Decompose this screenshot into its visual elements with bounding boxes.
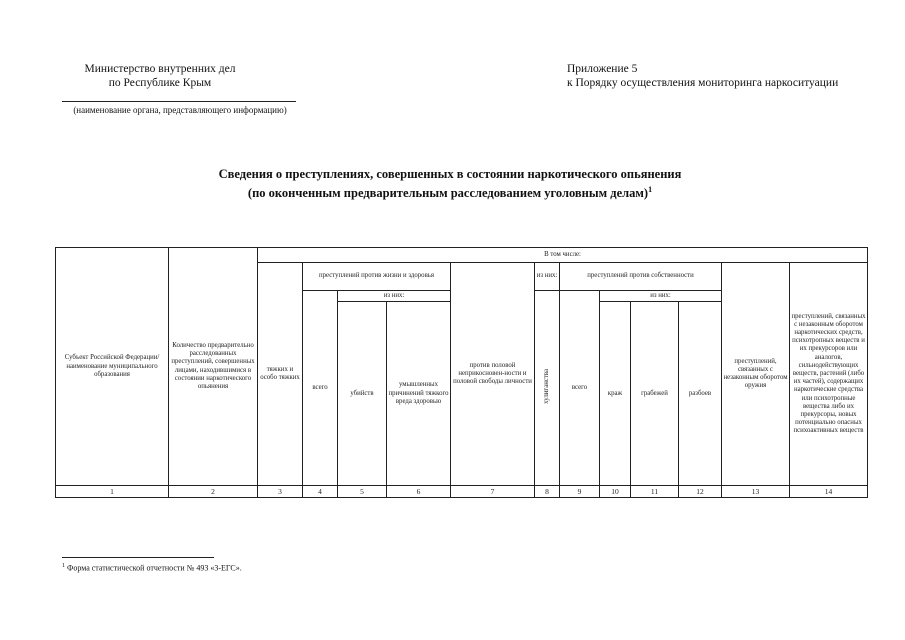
col-hooliganism: хулиганства — [535, 291, 560, 486]
org-caption: (наименование органа, представляющего информацию) — [73, 105, 287, 115]
col-intentional: умышленных причинений тяжкого вреда здоровью — [387, 302, 451, 486]
column-number: 4 — [303, 486, 338, 498]
col-assaults: разбоев — [679, 302, 722, 486]
title-line-1: Сведения о преступлениях, совершенных в состоянии наркотического опьянения — [218, 167, 682, 181]
col-murders: убийств — [338, 302, 387, 486]
column-number: 11 — [631, 486, 679, 498]
statistics-table — [55, 247, 868, 498]
column-number: 13 — [722, 486, 790, 498]
col-weapons: преступлений, связанных с незаконным оборотом оружия — [722, 263, 790, 486]
column-number: 7 — [451, 486, 535, 498]
of-them-life: из них: — [338, 291, 451, 302]
column-number: 1 — [56, 486, 169, 498]
ministry-name: Министерство внутренних дел — [84, 63, 236, 75]
appendix-number: Приложение 5 — [567, 63, 638, 75]
column-number: 12 — [679, 486, 722, 498]
column-number: 14 — [790, 486, 868, 498]
column-number: 2 — [169, 486, 258, 498]
column-number: 8 — [535, 486, 560, 498]
document-title — [100, 166, 800, 201]
property-header: преступлений против собственности — [560, 263, 722, 291]
col-subject: Субъект Российской Федерации/ наименование муниципального образования — [56, 248, 169, 486]
footnote-text: Форма статистической отчетности № 493 «3-ЕГС». — [67, 563, 242, 573]
footnote-mark: 1 — [62, 563, 65, 569]
ministry-region: по Республике Крым — [108, 77, 212, 89]
title-line-2: (по оконченным предварительным расследованием уголовным делам)$^1$ — [247, 185, 653, 201]
column-number: 3 — [258, 486, 303, 498]
col-drugs: преступлений, связанных с незаконным оборотом наркотических средств, психотропных веществ и их прекурсоров или аналогов, сильнодействующих веществ, растений (либо их частей), содержащих наркотические средства или психотропные вещества либо их прекурсоры, новых потенциально опасных психоактивных веществ — [790, 263, 868, 486]
of-them-short: из них: — [535, 263, 560, 291]
col-total-property: всего — [560, 291, 600, 486]
life-health-header: преступлений против жизни и здоровья — [303, 263, 451, 291]
col-robberies: грабежей — [631, 302, 679, 486]
appendix-header — [567, 62, 887, 90]
in-that-header: В том числе: — [258, 248, 868, 263]
col-grave: тяжких и особо тяжких — [258, 263, 303, 486]
title-footnote-mark: 1 — [648, 185, 653, 194]
of-them-property: из них: — [600, 291, 722, 302]
col-total-life: всего — [303, 291, 338, 486]
col-sexual: против половой неприкосновен-ности и половой свободы личности — [451, 263, 535, 486]
ministry-header — [40, 62, 280, 90]
org-name-line — [62, 101, 296, 102]
col-thefts: краж — [600, 302, 631, 486]
footnote-separator — [62, 557, 214, 558]
col-count: Количество предварительно расследованных преступлений, совершенных лицами, находившимися в состоянии наркотического опьянения — [169, 248, 258, 486]
column-number: 9 — [560, 486, 600, 498]
column-numbers-row — [56, 486, 868, 498]
column-number: 5 — [338, 486, 387, 498]
footnote — [62, 563, 242, 573]
column-number: 6 — [387, 486, 451, 498]
column-number: 10 — [600, 486, 631, 498]
appendix-reference: к Порядку осуществления мониторинга наркоситуации — [567, 77, 839, 89]
